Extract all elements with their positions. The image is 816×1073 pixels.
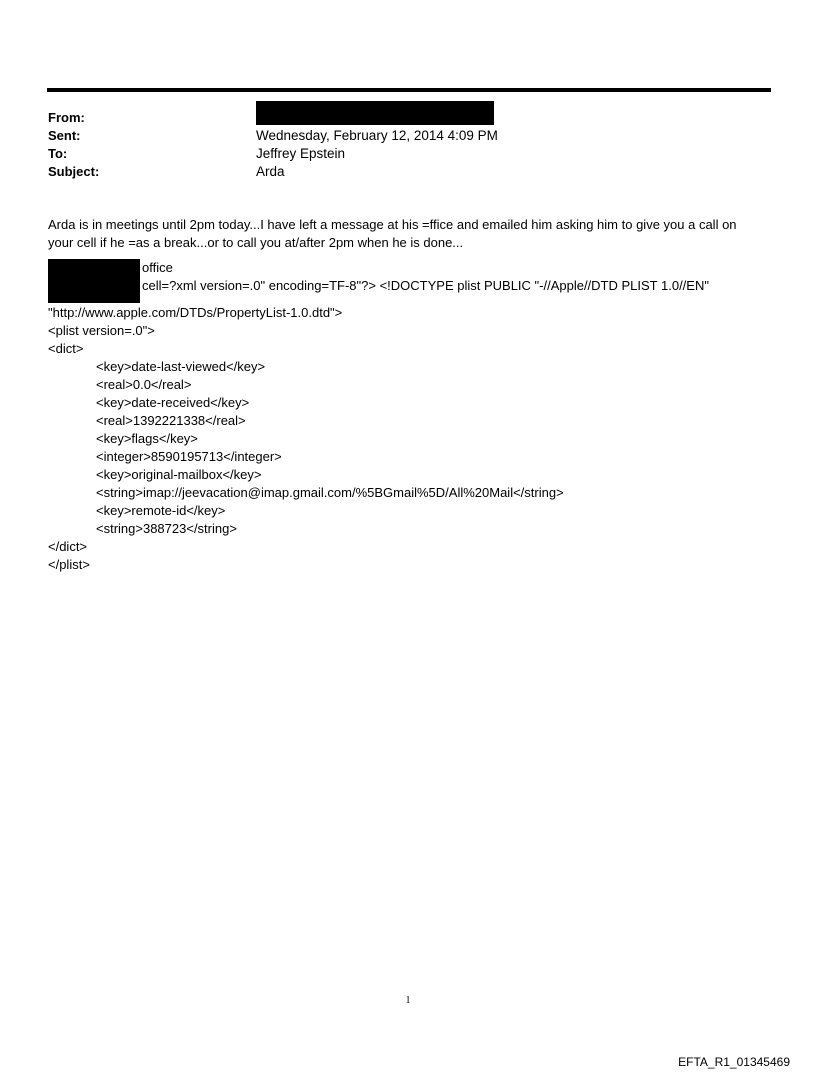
to-label: To: xyxy=(48,145,68,161)
header-rule xyxy=(47,88,771,92)
plist-block xyxy=(48,304,768,574)
page-number: 1 xyxy=(405,995,411,1006)
to-row xyxy=(48,144,768,162)
sent-value: Wednesday, February 12, 2014 4:09 PM xyxy=(256,127,498,143)
xml-line: "http://www.apple.com/DTDs/PropertyList-1.0.dtd"> xyxy=(48,305,343,320)
xml-line: <dict> xyxy=(48,341,84,356)
redacted-sender xyxy=(256,101,494,125)
email-body xyxy=(48,216,768,252)
signature-line: office xyxy=(142,260,173,275)
xml-line: <integer>8590195713</integer> xyxy=(96,449,282,464)
from-row xyxy=(48,108,768,126)
sent-row xyxy=(48,126,768,144)
subject-value: Arda xyxy=(256,163,285,179)
xml-line: <key>date-received</key> xyxy=(96,395,250,410)
xml-line: <key>remote-id</key> xyxy=(96,503,226,518)
subject-row xyxy=(48,162,768,180)
subject-label: Subject: xyxy=(48,163,100,179)
xml-line: <string>imap://jeevacation@imap.gmail.com/%5BGmail%5D/All%20Mail</string> xyxy=(96,485,564,500)
xml-line: <plist version=.0"> xyxy=(48,323,155,338)
xml-line: <key>date-last-viewed</key> xyxy=(96,359,266,374)
body-line: Arda is in meetings until 2pm today...I have left a message at his =ffice and emailed him asking him to give you a call on xyxy=(48,217,737,232)
signature-block xyxy=(48,259,768,295)
body-line: your cell if he =as a break...or to call you at/after 2pm when he is done... xyxy=(48,235,464,250)
xml-line: <real>1392221338</real> xyxy=(96,413,246,428)
sent-label: Sent: xyxy=(48,127,81,143)
xml-line: <key>flags</key> xyxy=(96,431,198,446)
xml-line: <string>388723</string> xyxy=(96,521,237,536)
bates-number: EFTA_R1_01345469 xyxy=(678,1055,790,1069)
signature-line: cell=?xml version=.0" encoding=TF-8"?> <!DOCTYPE plist PUBLIC "-//Apple//DTD PLIST 1.0//EN" xyxy=(142,278,709,293)
xml-line: <real>0.0</real> xyxy=(96,377,192,392)
xml-line: <key>original-mailbox</key> xyxy=(96,467,262,482)
to-value: Jeffrey Epstein xyxy=(256,145,346,161)
xml-line: </plist> xyxy=(48,557,90,572)
redacted-name xyxy=(48,259,140,303)
xml-line: </dict> xyxy=(48,539,88,554)
from-label: From: xyxy=(48,109,85,125)
email-header xyxy=(48,108,768,180)
